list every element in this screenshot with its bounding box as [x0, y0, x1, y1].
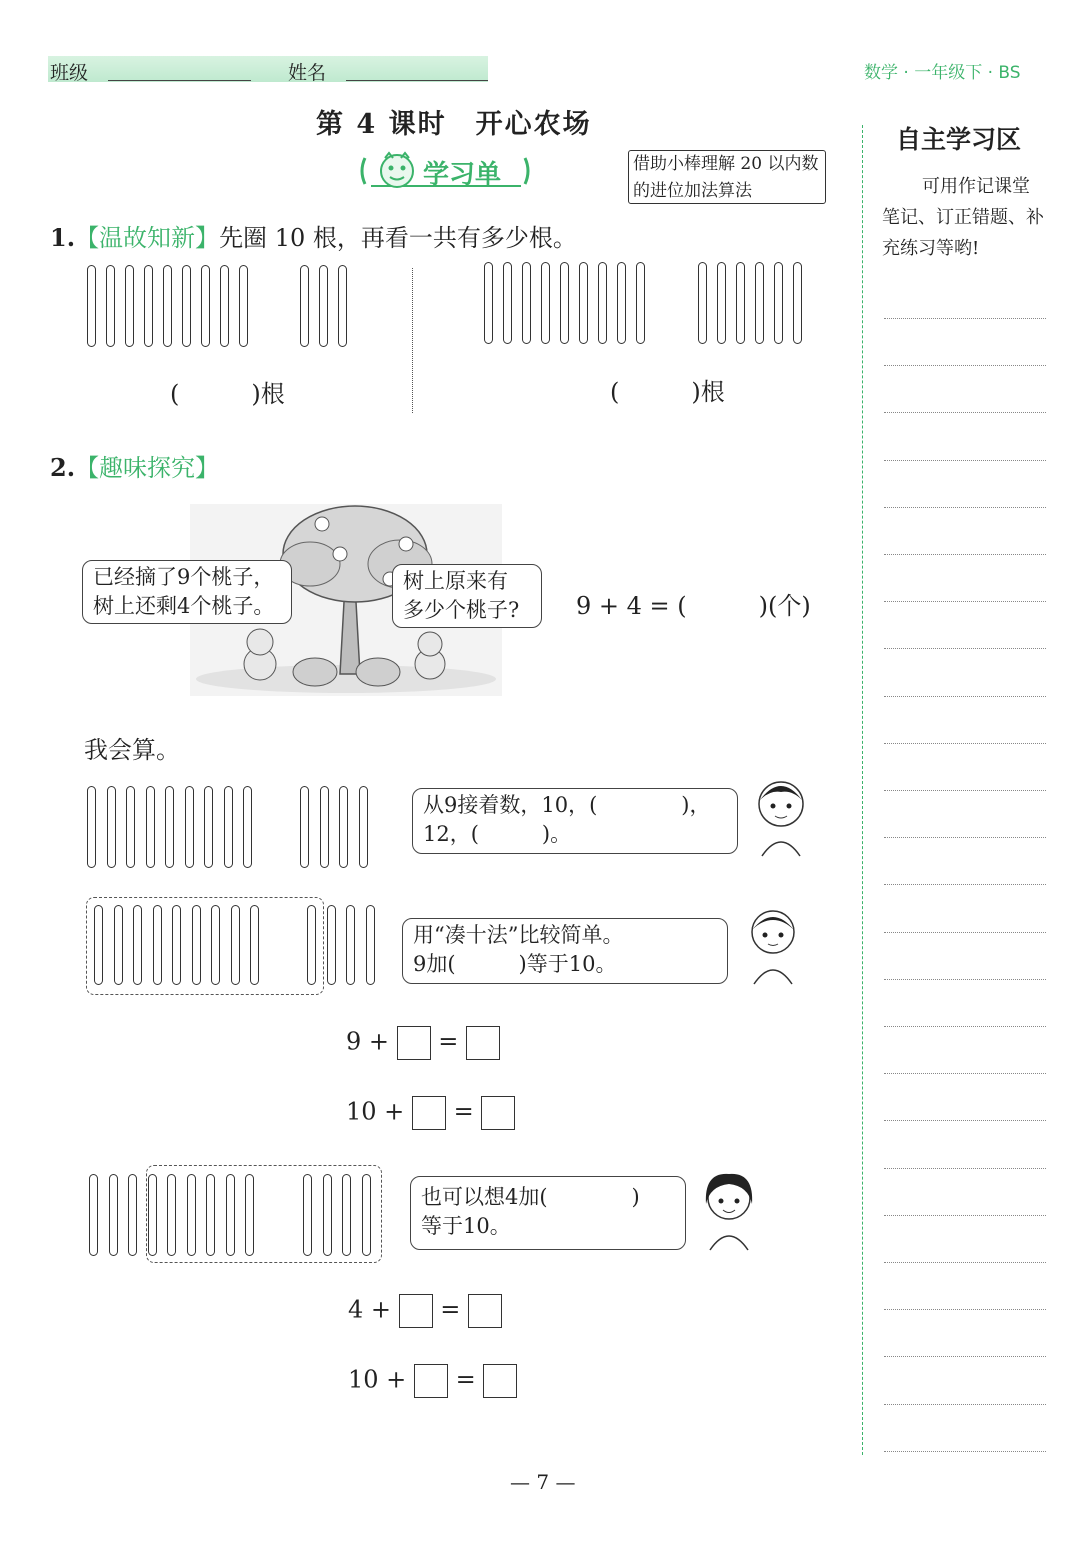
counting-stick: [300, 265, 309, 347]
q2-bubble-left-line2: 树上还剩4个桃子。: [93, 594, 275, 618]
q2-bubble-right-line1: 树上原来有: [403, 569, 508, 593]
q2-bubble-right: [392, 564, 542, 628]
note-line: [884, 1451, 1046, 1452]
counting-stick: [224, 786, 233, 868]
calc-bubble-1[interactable]: [412, 788, 738, 854]
note-line: [884, 837, 1046, 838]
subject-label: 数学 · 一年级下 · BS: [864, 63, 1021, 83]
note-line: [884, 412, 1046, 413]
q1-answer-right[interactable]: ( )根: [610, 378, 725, 406]
note-line: [884, 1026, 1046, 1027]
answer-box[interactable]: [412, 1096, 446, 1130]
sidebar-title: 自主学习区: [896, 125, 1022, 154]
note-line: [884, 696, 1046, 697]
counting-stick: [163, 265, 172, 347]
note-line: [884, 932, 1046, 933]
note-line: [884, 554, 1046, 555]
q1-text: 先圈 10 根，再看一共有多少根。: [219, 224, 577, 252]
answer-box[interactable]: [481, 1096, 515, 1130]
q2-prompt: [50, 448, 219, 483]
counting-stick: [87, 265, 96, 347]
girl-2-icon: [700, 1170, 758, 1256]
counting-stick: [239, 265, 248, 347]
note-line: [884, 1073, 1046, 1074]
header-band: [48, 56, 488, 82]
counting-stick: [598, 262, 607, 344]
q2-bubble-left: [82, 560, 292, 624]
counting-stick: [250, 905, 259, 985]
calc-bubble-3-line2: 等于10。: [421, 1214, 511, 1238]
counting-stick: [148, 1174, 157, 1256]
class-label: 班级: [50, 62, 89, 84]
calc-bubble-3-line1: 也可以想4加( ): [421, 1185, 640, 1209]
counting-stick: [206, 1174, 215, 1256]
note-line: [884, 884, 1046, 885]
equals-sign: =: [453, 1097, 474, 1126]
counting-stick: [362, 1174, 371, 1256]
sidebar-text-3: 充练习等哟!: [882, 238, 980, 259]
counting-stick: [114, 905, 123, 985]
counting-stick: [94, 905, 103, 985]
note-line: [884, 790, 1046, 791]
boy-icon: [744, 904, 802, 990]
note-line: [884, 1120, 1046, 1121]
equals-sign: =: [455, 1365, 476, 1394]
eq-row2: [346, 1096, 515, 1130]
counting-stick: [126, 786, 135, 868]
answer-box[interactable]: [466, 1026, 500, 1060]
counting-stick: [187, 1174, 196, 1256]
class-field[interactable]: [108, 80, 251, 81]
counting-stick: [133, 905, 142, 985]
counting-stick: [342, 1174, 351, 1256]
counting-stick: [522, 262, 531, 344]
q1-number: 1.: [50, 223, 76, 252]
counting-stick: [243, 786, 252, 868]
counting-stick: [484, 262, 493, 344]
counting-stick: [144, 265, 153, 347]
note-line: [884, 1356, 1046, 1357]
calc-bubble-2-line1: 用“凑十法”比较简单。: [413, 923, 624, 947]
eq-row1-lhs: 9 +: [346, 1027, 390, 1056]
counting-stick: [245, 1174, 254, 1256]
counting-stick: [125, 265, 134, 347]
calc-heading: 我会算。: [84, 736, 180, 764]
name-label: 姓名: [288, 62, 327, 84]
q1-answer-left[interactable]: ( )根: [170, 380, 285, 408]
note-line: [884, 1262, 1046, 1263]
counting-stick: [172, 905, 181, 985]
counting-stick: [231, 905, 240, 985]
counting-stick: [359, 786, 368, 868]
note-line: [884, 1309, 1046, 1310]
answer-box[interactable]: [397, 1026, 431, 1060]
counting-stick: [107, 786, 116, 868]
note-line: [884, 979, 1046, 980]
eq-row4-lhs: 10 +: [348, 1365, 407, 1394]
q2-tag: 【趣味探究】: [75, 454, 220, 482]
q2-number: 2.: [50, 453, 76, 482]
note-line: [884, 648, 1046, 649]
note-line: [884, 460, 1046, 461]
note-line: [884, 1404, 1046, 1405]
counting-stick: [109, 1174, 118, 1256]
page-number: — 7 —: [510, 1470, 576, 1494]
counting-stick: [201, 265, 210, 347]
counting-stick: [339, 786, 348, 868]
q2-bubble-right-line2: 多少个桃子?: [403, 598, 520, 622]
answer-box[interactable]: [414, 1364, 448, 1398]
equals-sign: =: [438, 1027, 459, 1056]
counting-stick: [89, 1174, 98, 1256]
note-line: [884, 365, 1046, 366]
counting-stick: [300, 786, 309, 868]
note-line: [884, 1215, 1046, 1216]
counting-stick: [503, 262, 512, 344]
q1-divider: [412, 268, 413, 413]
sidebar-text-2: 笔记、订正错题、补: [882, 207, 1044, 228]
answer-box[interactable]: [468, 1294, 502, 1328]
sidebar-divider: [862, 125, 863, 1455]
learning-objective: 借助小棒理解 20 以内数的进位加法算法: [628, 150, 826, 204]
counting-stick: [636, 262, 645, 344]
badge-label: 学习单: [423, 160, 502, 190]
eq-row1: [346, 1026, 500, 1060]
eq-row3-lhs: 4 +: [348, 1295, 392, 1324]
girl-1-icon: [752, 778, 810, 862]
counting-stick: [106, 265, 115, 347]
counting-stick: [579, 262, 588, 344]
counting-stick: [307, 905, 316, 985]
q1-prompt: [50, 218, 577, 253]
counting-stick: [327, 905, 336, 985]
calc-bubble-1-line1: 从9接着数，10，( )，: [423, 793, 711, 817]
counting-stick: [165, 786, 174, 868]
counting-stick: [128, 1174, 137, 1256]
q2-bubble-left-line1: 已经摘了9个桃子，: [93, 565, 275, 589]
counting-stick: [319, 265, 328, 347]
q1-tag: 【温故知新】: [75, 224, 220, 252]
eq-row3: [348, 1294, 502, 1328]
calc-bubble-2[interactable]: [402, 918, 728, 984]
counting-stick: [146, 786, 155, 868]
q2-equation[interactable]: 9 + 4 = ( )(个): [576, 592, 811, 620]
counting-stick: [220, 265, 229, 347]
name-field[interactable]: [346, 80, 488, 81]
note-line: [884, 601, 1046, 602]
counting-stick: [226, 1174, 235, 1256]
counting-stick: [185, 786, 194, 868]
equals-sign: =: [440, 1295, 461, 1324]
counting-stick: [560, 262, 569, 344]
counting-stick: [338, 265, 347, 347]
counting-stick: [366, 905, 375, 985]
counting-stick: [717, 262, 726, 344]
note-line: [884, 743, 1046, 744]
study-sheet-badge: [357, 150, 533, 192]
answer-box[interactable]: [483, 1364, 517, 1398]
page-title: 第 4 课时 开心农场: [316, 109, 592, 140]
counting-stick: [182, 265, 191, 347]
eq-row4: [348, 1364, 517, 1398]
note-line: [884, 1168, 1046, 1169]
counting-stick: [755, 262, 764, 344]
counting-stick: [346, 905, 355, 985]
counting-stick: [153, 905, 162, 985]
note-line: [884, 507, 1046, 508]
counting-stick: [617, 262, 626, 344]
sidebar-text-1: 可用作记课堂: [922, 176, 1030, 197]
counting-stick: [793, 262, 802, 344]
counting-stick: [204, 786, 213, 868]
counting-stick: [192, 905, 201, 985]
calc-bubble-3[interactable]: [410, 1176, 686, 1250]
eq-row2-lhs: 10 +: [346, 1097, 405, 1126]
counting-stick: [541, 262, 550, 344]
counting-stick: [774, 262, 783, 344]
calc-bubble-2-line2: 9加( )等于10。: [413, 952, 617, 976]
counting-stick: [736, 262, 745, 344]
counting-stick: [211, 905, 220, 985]
counting-stick: [320, 786, 329, 868]
note-line: [884, 318, 1046, 319]
counting-stick: [698, 262, 707, 344]
counting-stick: [87, 786, 96, 868]
counting-stick: [167, 1174, 176, 1256]
answer-box[interactable]: [399, 1294, 433, 1328]
counting-stick: [323, 1174, 332, 1256]
calc-bubble-1-line2: 12，( )。: [423, 822, 572, 846]
counting-stick: [303, 1174, 312, 1256]
